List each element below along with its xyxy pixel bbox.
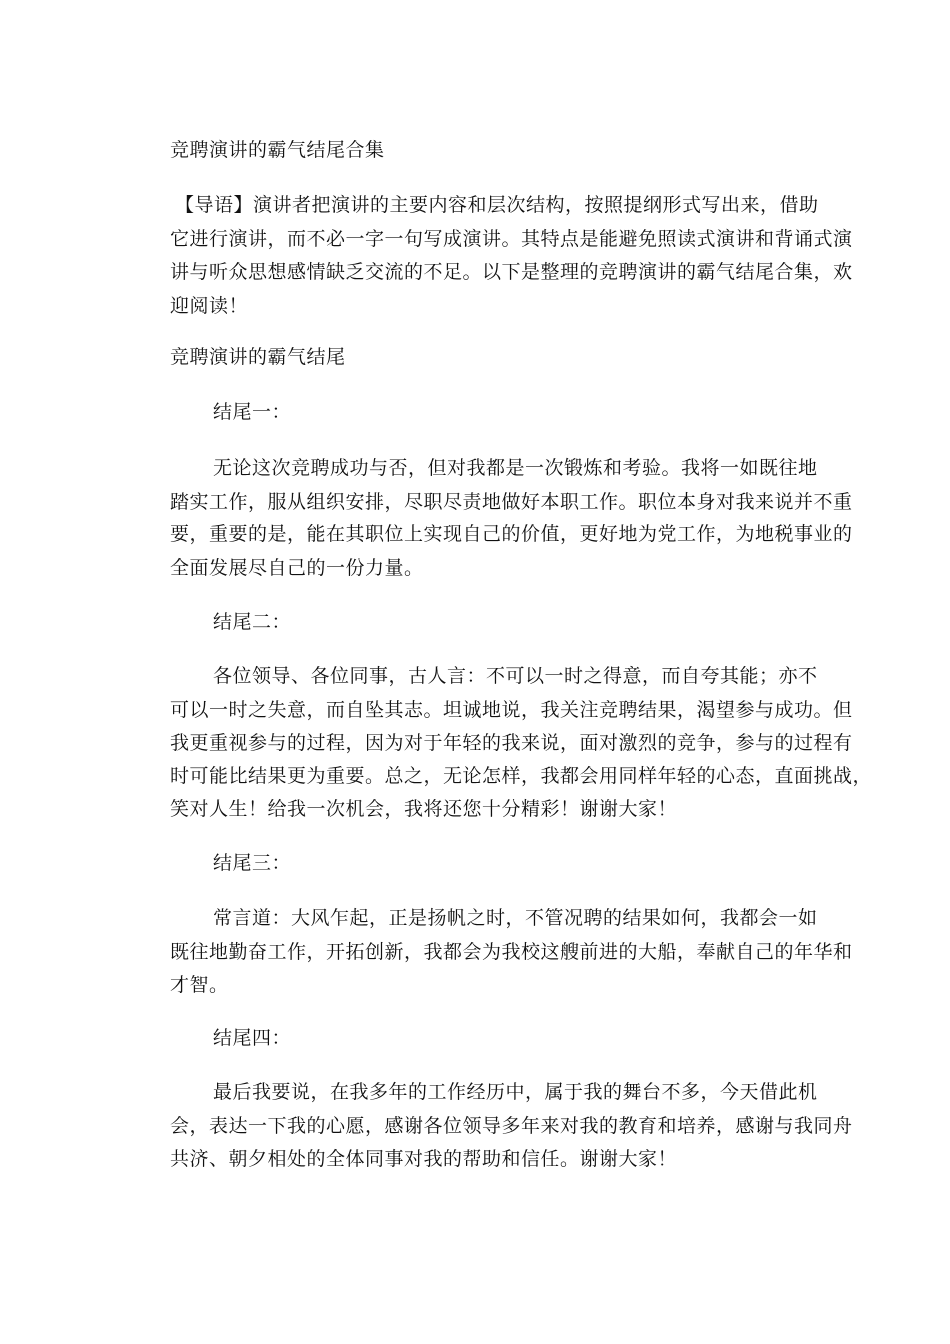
section-2-line-4: 时可能比结果更为重要。总之，无论怎样，我都会用同样年轻的心态，直面挑战， — [170, 765, 873, 787]
section-2-line-2: 可以一时之失意，而自坠其志。坦诚地说，我关注竞聘结果，渴望参与成功。但 — [170, 699, 853, 721]
section-4-line-3: 共济、朝夕相处的全体同事对我的帮助和信任。谢谢大家！ — [170, 1148, 678, 1170]
section-3-line-2: 既往地勤奋工作，开拓创新，我都会为我校这艘前进的大船，奉献自己的年华和 — [170, 941, 853, 963]
document-title: 竞聘演讲的霸气结尾合集 — [170, 139, 385, 161]
intro-line-4: 迎阅读！ — [170, 295, 249, 317]
section-2-line-3: 我更重视参与的过程，因为对于年轻的我来说，面对激烈的竞争，参与的过程有 — [170, 732, 853, 754]
section-1-line-1: 无论这次竞聘成功与否，但对我都是一次锻炼和考验。我将一如既往地 — [213, 457, 818, 479]
section-4-line-2: 会，表达一下我的心愿，感谢各位领导多年来对我的教育和培养，感谢与我同舟 — [170, 1115, 853, 1137]
section-1-line-4: 全面发展尽自己的一份力量。 — [170, 557, 424, 579]
section-1-line-2: 踏实工作，服从组织安排，尽职尽责地做好本职工作。职位本身对我来说并不重 — [170, 491, 853, 513]
section-4-line-1: 最后我要说，在我多年的工作经历中，属于我的舞台不多，今天借此机 — [213, 1081, 818, 1103]
section-heading-4: 结尾四： — [213, 1027, 292, 1049]
section-3-line-1: 常言道：大风乍起，正是扬帆之时，不管况聘的结果如何，我都会一如 — [213, 907, 818, 929]
section-3-line-3: 才智。 — [170, 974, 229, 996]
section-subtitle: 竞聘演讲的霸气结尾 — [170, 346, 346, 368]
intro-line-3: 讲与听众思想感情缺乏交流的不足。以下是整理的竞聘演讲的霸气结尾合集，欢 — [170, 261, 853, 283]
intro-line-2: 它进行演讲，而不必一字一句写成演讲。其特点是能避免照读式演讲和背诵式演 — [170, 228, 853, 250]
section-heading-3: 结尾三： — [213, 852, 292, 874]
intro-line-1: 【导语】演讲者把演讲的主要内容和层次结构，按照提纲形式写出来，借助 — [175, 194, 819, 216]
section-1-line-3: 要，重要的是，能在其职位上实现自己的价值，更好地为党工作，为地税事业的 — [170, 523, 853, 545]
section-2-line-5: 笑对人生！给我一次机会，我将还您十分精彩！谢谢大家！ — [170, 798, 678, 820]
section-heading-2: 结尾二： — [213, 611, 292, 633]
section-2-line-1: 各位领导、各位同事，古人言：不可以一时之得意，而自夸其能；亦不 — [213, 665, 818, 687]
section-heading-1: 结尾一： — [213, 401, 292, 423]
